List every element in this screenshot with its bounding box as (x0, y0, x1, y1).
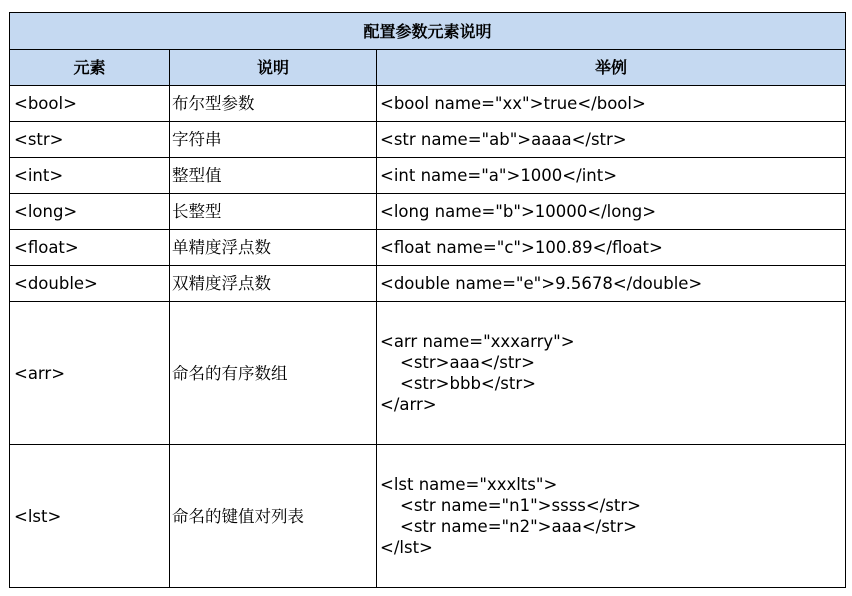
table-row (10, 302, 846, 445)
example-line: <bool name="xx">true</bool> (380, 94, 646, 113)
table-row (10, 230, 846, 266)
cell-element: <float> (10, 230, 170, 266)
cell-description: 整型值 (170, 158, 377, 194)
cell-example (377, 230, 846, 266)
cell-description: 双精度浮点数 (170, 266, 377, 302)
cell-example (377, 302, 846, 445)
header-element: 元素 (10, 50, 170, 86)
cell-description: 字符串 (170, 122, 377, 158)
cell-description: 长整型 (170, 194, 377, 230)
cell-description: 命名的有序数组 (170, 302, 377, 445)
table-row (10, 194, 846, 230)
example-line: <str>aaa</str> (400, 353, 535, 372)
table-row (10, 158, 846, 194)
cell-description: 单精度浮点数 (170, 230, 377, 266)
cell-example (377, 194, 846, 230)
example-line: <arr name="xxxarry"> (380, 332, 575, 351)
config-elements-table (9, 12, 846, 588)
header-example: 举例 (377, 50, 846, 86)
cell-element: <bool> (10, 86, 170, 122)
table-title: 配置参数元素说明 (10, 13, 846, 50)
cell-element: <arr> (10, 302, 170, 445)
cell-example (377, 86, 846, 122)
cell-element: <str> (10, 122, 170, 158)
cell-element: <lst> (10, 445, 170, 588)
title-row (10, 13, 846, 50)
cell-example (377, 122, 846, 158)
example-line: <int name="a">1000</int> (380, 166, 618, 185)
header-description: 说明 (170, 50, 377, 86)
cell-element: <double> (10, 266, 170, 302)
example-line: <double name="e">9.5678</double> (380, 274, 703, 293)
cell-example (377, 266, 846, 302)
example-line: <float name="c">100.89</float> (380, 238, 663, 257)
example-line: <str name="n2">aaa</str> (400, 517, 637, 536)
table-row (10, 122, 846, 158)
cell-element: <int> (10, 158, 170, 194)
cell-example (377, 158, 846, 194)
example-line: <str name="n1">ssss</str> (400, 496, 641, 515)
example-line: </arr> (380, 395, 437, 414)
example-line: <lst name="xxxlts"> (380, 475, 558, 494)
cell-description: 布尔型参数 (170, 86, 377, 122)
cell-example (377, 445, 846, 588)
header-row (10, 50, 846, 86)
table-row (10, 445, 846, 588)
table-row (10, 86, 846, 122)
cell-element: <long> (10, 194, 170, 230)
cell-description: 命名的键值对列表 (170, 445, 377, 588)
example-line: </lst> (380, 538, 433, 557)
example-line: <long name="b">10000</long> (380, 202, 657, 221)
table-row (10, 266, 846, 302)
example-line: <str>bbb</str> (400, 374, 536, 393)
example-line: <str name="ab">aaaa</str> (380, 130, 627, 149)
